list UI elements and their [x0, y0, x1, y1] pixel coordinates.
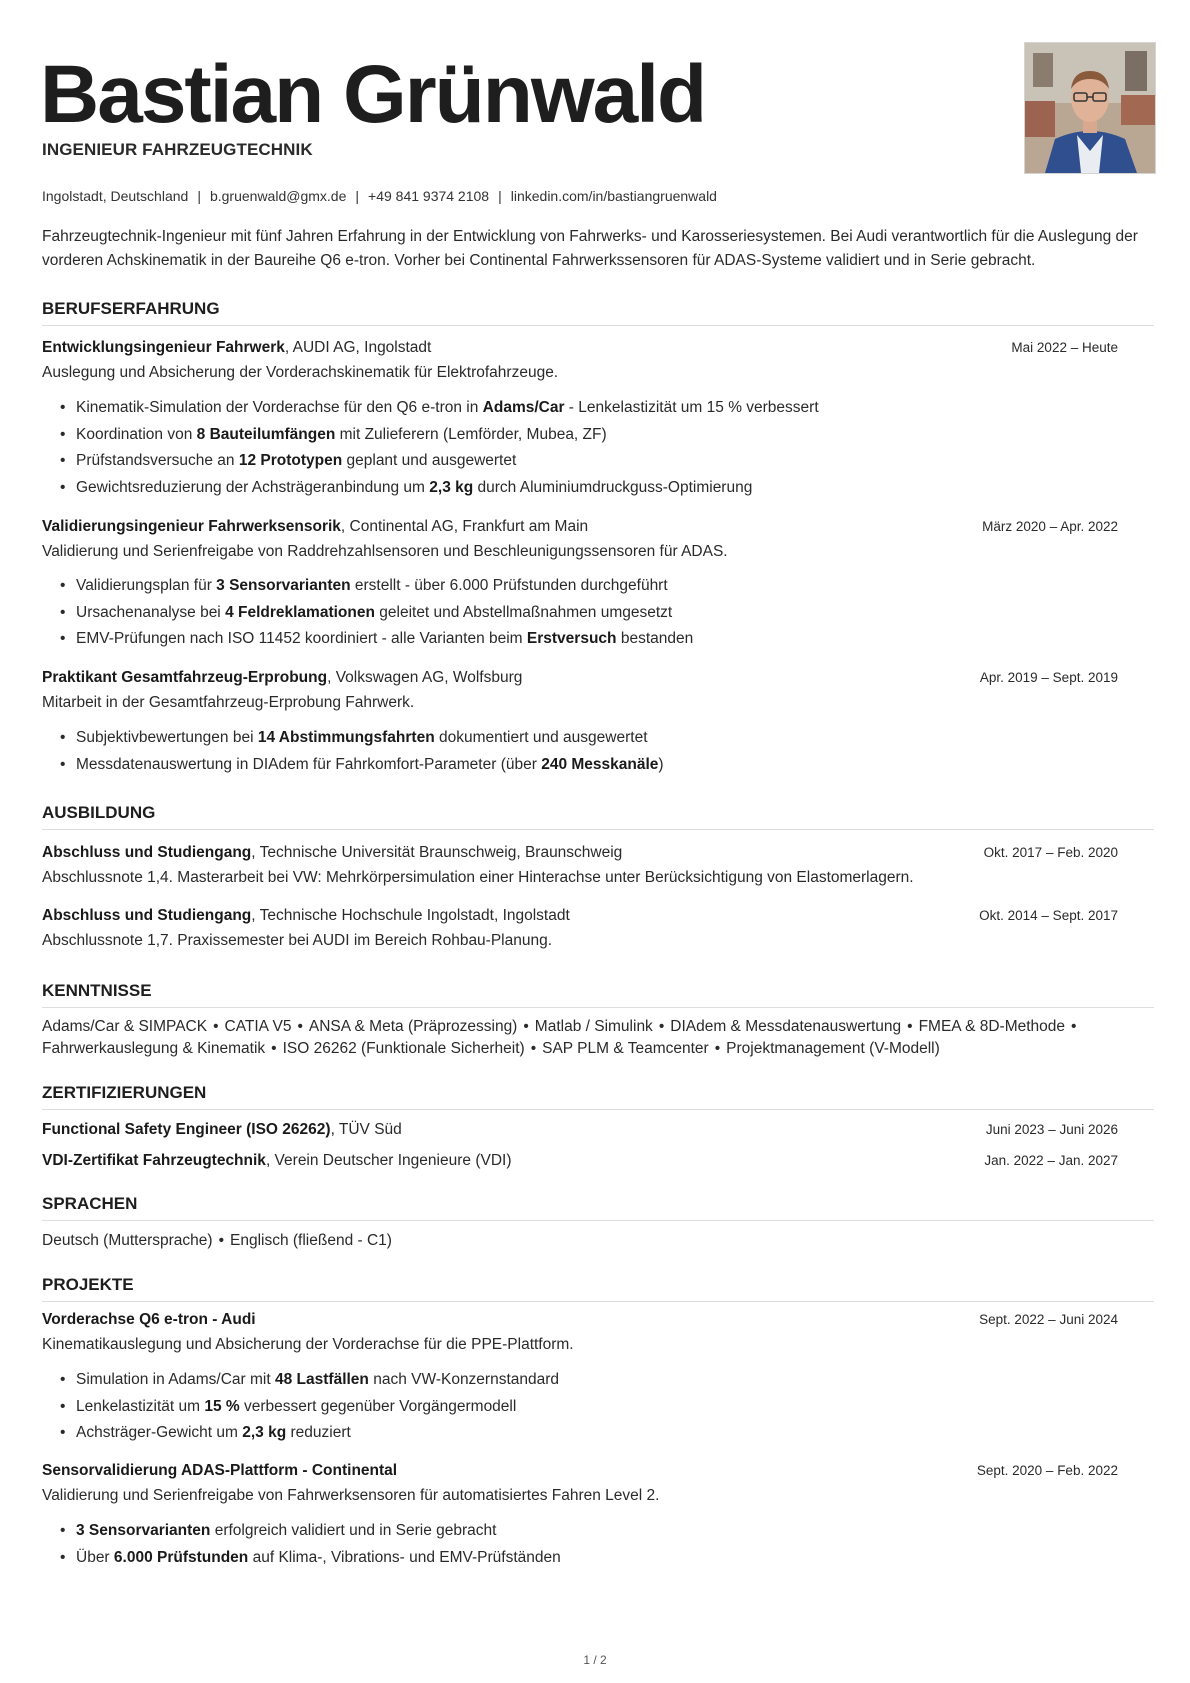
certification-entry: [42, 1121, 1154, 1139]
bullet-dot-icon: •: [60, 603, 66, 621]
project-achievements: [42, 1518, 561, 1571]
job-role: Validierungsingenieur Fahrwerksensorik: [42, 518, 341, 535]
profile-photo: [1024, 42, 1156, 174]
certification-name: VDI-Zertifikat Fahrzeugtechnik: [42, 1152, 266, 1169]
certification-dates: Juni 2023 – Juni 2026: [985, 1122, 1118, 1137]
bullet-highlight: 4 Feldreklamationen: [225, 603, 375, 621]
bullet-text: Simulation in Adams/Car mit: [76, 1371, 275, 1388]
skill-separator: •: [658, 1018, 665, 1035]
skill-item: DIAdem & Messdatenauswertung: [670, 1018, 902, 1035]
job-description: Validierung und Serienfreigabe von Raddrehzahlsensoren und Beschleunigungssensoren für ADAS.: [42, 543, 728, 560]
section-title-languages: SPRACHEN: [42, 1194, 1154, 1221]
bullet-item: [42, 395, 819, 422]
skill-item: ISO 26262 (Funktionale Sicherheit): [282, 1040, 525, 1057]
bullet-highlight: 48 Lastfällen: [275, 1371, 369, 1388]
bullet-item: [42, 626, 693, 653]
skill-item: Matlab / Simulink: [534, 1018, 653, 1035]
education-dates: Okt. 2017 – Feb. 2020: [983, 845, 1118, 860]
profile-summary: Fahrzeugtechnik-Ingenieur mit fünf Jahren Erfahrung in der Entwicklung von Fahrwerks- und Karosseriesystemen. Bei Audi verantwortlich für die Auslegung der vorderen Achskinematik in der Baureihe Q6 e-tron. Vorher bei Continental Fahrwerkssensoren für ADAS-Systeme validiert und in Serie gebracht.: [42, 228, 1138, 269]
bullet-text: Subjektivbewertungen bei: [76, 729, 258, 746]
bullet-highlight: 2,3 kg: [242, 1424, 287, 1441]
certification-name: Functional Safety Engineer (ISO 26262): [42, 1121, 331, 1138]
bullet-text: mit Zulieferern (Lemförder, Mubea, ZF): [335, 425, 607, 443]
bullet-highlight: 240 Messkanäle: [541, 755, 659, 773]
project-description: Kinematikauslegung und Absicherung der Vorderachse für die PPE-Plattform.: [42, 1336, 574, 1353]
skill-separator: •: [530, 1040, 537, 1057]
bullet-dot-icon: •: [60, 399, 66, 416]
bullet-dot-icon: •: [60, 729, 66, 746]
job-entry-header: [42, 669, 1154, 687]
bullet-item: [42, 1518, 561, 1545]
contact-line: [42, 188, 717, 204]
bullet-text: Gewichtsreduzierung der Achsträgeranbindung um: [76, 478, 430, 496]
skill-item: Projektmanagement (V-Modell): [726, 1040, 940, 1057]
bullet-text: Kinematik-Simulation der Vorderachse für den Q6 e-tron in: [76, 399, 483, 416]
bullet-item: [42, 1367, 559, 1394]
job-dates: Mai 2022 – Heute: [1011, 340, 1118, 355]
language-separator: •: [218, 1232, 224, 1249]
bullet-text: verbessert gegenüber Vorgängermodell: [239, 1397, 517, 1415]
bullet-text: EMV-Prüfungen nach ISO 11452 koordiniert - alle Varianten beim: [76, 630, 527, 647]
skill-separator: •: [1071, 1018, 1077, 1035]
bullet-highlight: 3 Sensorvarianten: [216, 577, 351, 594]
bullet-item: [42, 422, 819, 449]
bullet-dot-icon: •: [60, 1548, 66, 1566]
education-degree: Abschluss und Studiengang: [42, 844, 252, 861]
job-achievements: [42, 573, 693, 653]
profile-photo-image: [1025, 43, 1155, 173]
bullet-text: geleitet und Abstellmaßnahmen umgesetzt: [374, 603, 673, 621]
bullet-item: [42, 725, 664, 752]
bullet-text: Messdatenauswertung in DIAdem für Fahrkomfort-Parameter (über: [76, 755, 542, 773]
project-dates: Sept. 2022 – Juni 2024: [979, 1312, 1118, 1327]
contact-separator: |: [355, 188, 360, 204]
language-item: Deutsch (Muttersprache): [42, 1232, 213, 1249]
skill-separator: •: [907, 1018, 913, 1035]
skill-item: FMEA & 8D-Methode: [918, 1018, 1066, 1035]
education-degree: Abschluss und Studiengang: [42, 907, 252, 924]
skill-item: ANSA & Meta (Präprozessing): [308, 1018, 518, 1035]
job-dates: März 2020 – Apr. 2022: [982, 519, 1118, 534]
skill-separator: •: [297, 1018, 303, 1035]
certification-dates: Jan. 2022 – Jan. 2027: [984, 1153, 1118, 1168]
job-title: INGENIEUR FAHRZEUGTECHNIK: [42, 140, 313, 159]
bullet-text: Ursachenanalyse bei: [76, 603, 226, 621]
job-achievements: [42, 395, 819, 501]
skill-separator: •: [714, 1040, 721, 1057]
bullet-text: bestanden: [616, 630, 694, 647]
certification-issuer: , TÜV Süd: [330, 1121, 402, 1138]
project-dates: Sept. 2020 – Feb. 2022: [976, 1463, 1118, 1478]
project-entry-header: [42, 1311, 1154, 1329]
section-title-skills: KENNTNISSE: [42, 981, 1154, 1008]
skill-separator: •: [271, 1040, 277, 1057]
bullet-highlight: 3 Sensorvarianten: [76, 1522, 211, 1539]
project-name: Vorderachse Q6 e-tron - Audi: [42, 1311, 256, 1328]
project-entry-header: [42, 1462, 1154, 1480]
job-role: Entwicklungsingenieur Fahrwerk: [42, 339, 285, 356]
bullet-highlight: 14 Abstimmungsfahrten: [257, 729, 435, 746]
bullet-dot-icon: •: [60, 478, 66, 496]
bullet-dot-icon: •: [60, 1424, 66, 1441]
bullet-dot-icon: •: [60, 1371, 66, 1388]
section-title-education: AUSBILDUNG: [42, 803, 1154, 830]
bullet-item: [42, 1420, 559, 1447]
education-school: , Technische Universität Braunschweig, Braunschweig: [251, 844, 623, 861]
skill-item: Adams/Car & SIMPACK: [42, 1018, 208, 1035]
bullet-highlight: Erstversuch: [526, 630, 617, 647]
bullet-dot-icon: •: [60, 755, 66, 773]
job-organization: , Continental AG, Frankfurt am Main: [340, 518, 589, 535]
job-description: Mitarbeit in der Gesamtfahrzeug-Erprobung Fahrwerk.: [42, 694, 415, 711]
contact-separator: |: [498, 188, 502, 204]
certification-entry: [42, 1152, 1154, 1170]
education-description: Abschlussnote 1,7. Praxissemester bei AUDI im Bereich Rohbau-Planung.: [42, 932, 553, 949]
skills-list: [42, 1016, 1156, 1060]
candidate-name: Bastian Grünwald: [40, 49, 706, 140]
section-title-projects: PROJEKTE: [42, 1275, 1154, 1302]
project-achievements: [42, 1367, 559, 1447]
job-dates: Apr. 2019 – Sept. 2019: [979, 670, 1118, 685]
bullet-item: [42, 475, 819, 502]
certification-issuer: , Verein Deutscher Ingenieure (VDI): [265, 1152, 512, 1169]
bullet-item: [42, 1545, 561, 1572]
bullet-item: [42, 752, 664, 779]
bullet-text: Lenkelastizität um: [76, 1397, 205, 1415]
bullet-text: Achsträger-Gewicht um: [76, 1424, 243, 1441]
bullet-text: reduziert: [286, 1424, 351, 1441]
bullet-text: Koordination von: [76, 425, 197, 443]
education-school: , Technische Hochschule Ingolstadt, Ingolstadt: [251, 907, 570, 924]
bullet-dot-icon: •: [60, 425, 66, 443]
bullet-highlight: 8 Bauteilumfängen: [196, 425, 336, 443]
bullet-dot-icon: •: [60, 1522, 66, 1539]
job-organization: , Volkswagen AG, Wolfsburg: [327, 669, 523, 686]
bullet-item: [42, 448, 819, 475]
bullet-text: erfolgreich validiert und in Serie gebracht: [210, 1522, 497, 1539]
job-achievements: [42, 725, 664, 778]
skill-separator: •: [523, 1018, 529, 1035]
job-description: Auslegung und Absicherung der Vorderachskinematik für Elektrofahrzeuge.: [42, 364, 559, 381]
language-item: Englisch (fließend - C1): [230, 1232, 392, 1249]
bullet-dot-icon: •: [60, 452, 66, 469]
bullet-text: ): [658, 755, 664, 773]
page-number: 1 / 2: [583, 1653, 607, 1667]
project-name: Sensorvalidierung ADAS-Plattform - Continental: [42, 1462, 398, 1479]
job-organization: , AUDI AG, Ingolstadt: [284, 339, 432, 356]
bullet-text: - Lenkelastizität um 15 % verbessert: [564, 399, 819, 416]
job-role: Praktikant Gesamtfahrzeug-Erprobung: [42, 669, 328, 686]
bullet-text: nach VW-Konzernstandard: [368, 1371, 560, 1388]
bullet-highlight: 15 %: [204, 1397, 240, 1415]
contact-email[interactable]: b.gruenwald@gmx.de: [209, 188, 347, 204]
contact-linkedin[interactable]: linkedin.com/in/bastiangruenwald: [510, 188, 717, 204]
bullet-dot-icon: •: [60, 630, 66, 647]
bullet-dot-icon: •: [60, 1397, 66, 1415]
skill-item: SAP PLM & Teamcenter: [542, 1040, 709, 1057]
project-description: Validierung und Serienfreigabe von Fahrwerksensoren für automatisiertes Fahren Level 2.: [42, 1487, 660, 1504]
education-description: Abschlussnote 1,4. Masterarbeit bei VW: Mehrkörpersimulation einer Hinterachse unter Berücksichtigung von Elastomerlagern.: [42, 869, 914, 886]
contact-separator: |: [197, 188, 201, 204]
bullet-highlight: Adams/Car: [482, 399, 565, 416]
job-entry-header: [42, 518, 1154, 536]
bullet-dot-icon: •: [60, 577, 66, 594]
job-entry-header: [42, 339, 1154, 357]
education-entry-header: [42, 907, 1154, 925]
education-entry-header: [42, 844, 1154, 862]
bullet-text: geplant und ausgewertet: [342, 452, 517, 469]
bullet-highlight: 6.000 Prüfstunden: [113, 1548, 249, 1566]
bullet-text: auf Klima-, Vibrations- und EMV-Prüfständen: [248, 1548, 561, 1566]
bullet-text: Prüfstandsversuche an: [76, 452, 239, 469]
skill-item: Fahrwerkauslegung & Kinematik: [42, 1040, 266, 1057]
bullet-highlight: 2,3 kg: [429, 478, 474, 496]
skill-item: CATIA V5: [224, 1018, 292, 1035]
bullet-text: durch Aluminiumdruckguss-Optimierung: [473, 478, 753, 496]
bullet-text: erstellt - über 6.000 Prüfstunden durchgeführt: [350, 577, 668, 594]
bullet-highlight: 12 Prototypen: [238, 452, 343, 469]
bullet-item: [42, 573, 693, 600]
contact-location: Ingolstadt, Deutschland: [42, 188, 189, 204]
bullet-text: dokumentiert und ausgewertet: [434, 729, 648, 746]
section-title-experience: BERUFSERFAHRUNG: [42, 299, 1154, 326]
skill-separator: •: [213, 1018, 219, 1035]
bullet-item: [42, 600, 693, 627]
bullet-text: Über: [76, 1548, 114, 1566]
education-dates: Okt. 2014 – Sept. 2017: [979, 908, 1118, 923]
contact-phone[interactable]: +49 841 9374 2108: [368, 188, 490, 204]
section-title-certifications: ZERTIFIZIERUNGEN: [42, 1083, 1154, 1110]
bullet-text: Validierungsplan für: [76, 577, 217, 594]
bullet-item: [42, 1394, 559, 1421]
languages-list: [42, 1230, 1156, 1252]
